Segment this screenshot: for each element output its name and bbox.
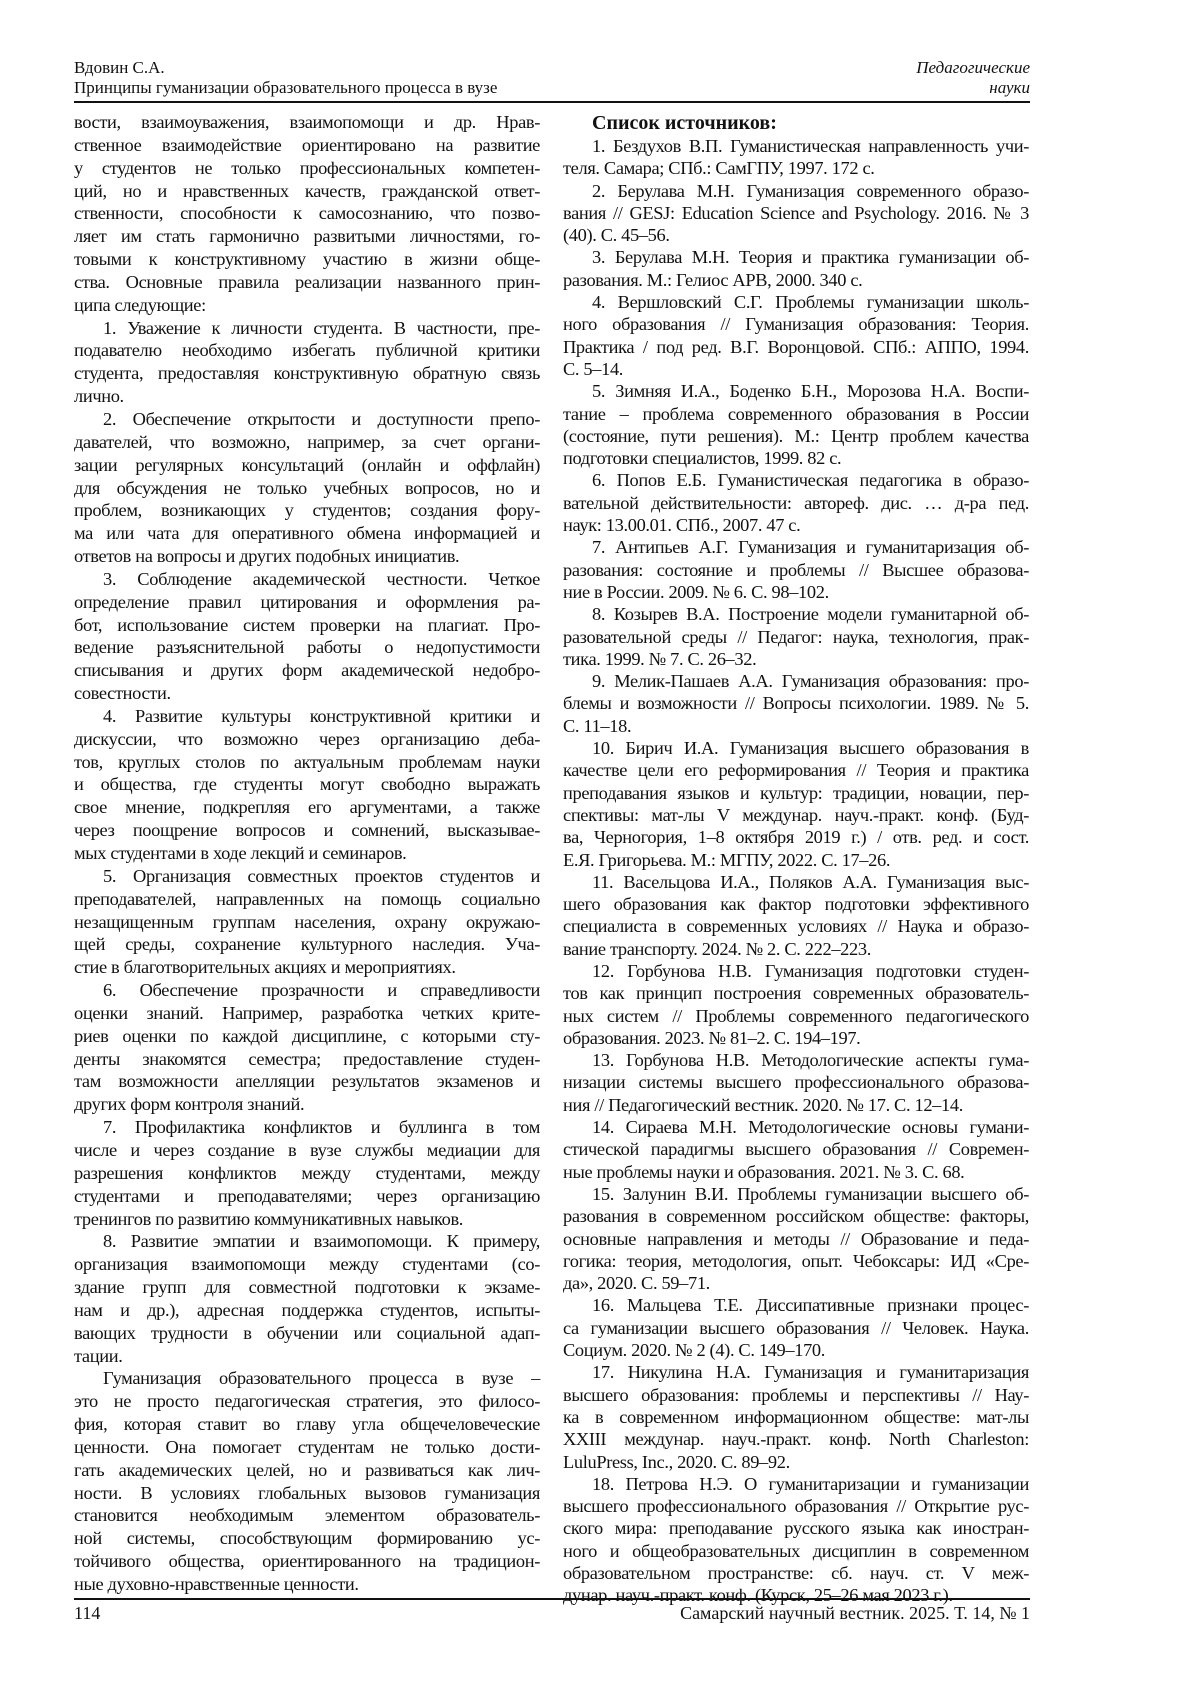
text-line: ценности. Она помогает студентам не только дости- xyxy=(74,1436,540,1459)
text-line: ности. В условиях глобальных вызовов гуманизация xyxy=(74,1482,540,1505)
text-line: наук: 13.00.01. СПб., 2007. 47 с. xyxy=(563,514,1029,536)
text-line: 1. Бездухов В.П. Гуманистическая направленность учи- xyxy=(563,135,1029,157)
text-line: вание транспорту. 2024. № 2. С. 222–223. xyxy=(563,938,1029,960)
text-line: 3. Берулава М.Н. Теория и практика гуманизации об- xyxy=(563,246,1029,268)
text-line: дискуссии, что возможно через организацию деба- xyxy=(74,728,540,751)
text-line: ственности, способности к самосознанию, что позво- xyxy=(74,202,540,225)
text-line: LuluPress, Inc., 2020. С. 89–92. xyxy=(563,1451,1029,1473)
text-line: студента, предоставляя конструктивную обратную связь xyxy=(74,362,540,385)
paragraph xyxy=(74,705,540,865)
text-line: 6. Обеспечение прозрачности и справедливости xyxy=(74,979,540,1002)
text-line: ные проблемы науки и образования. 2021. № 3. С. 68. xyxy=(563,1161,1029,1183)
text-line: это не просто педагогическая стратегия, это филосо- xyxy=(74,1390,540,1413)
text-line: ципа следующие: xyxy=(74,294,540,317)
text-line: 7. Антипьев А.Г. Гуманизация и гуманитаризация об- xyxy=(563,536,1029,558)
reference-item xyxy=(563,380,1029,469)
text-line: ния // Педагогический вестник. 2020. № 17. С. 12–14. xyxy=(563,1094,1029,1116)
reference-item xyxy=(563,246,1029,291)
text-line: Гуманизация образовательного процесса в вузе – xyxy=(74,1367,540,1390)
text-line: ной системы, способствующим формированию ус- xyxy=(74,1527,540,1550)
text-line: тойчивого общества, ориентированного на традицион- xyxy=(74,1550,540,1573)
text-line: ного образования // Гуманизация образования: Теория. xyxy=(563,313,1029,335)
reference-item xyxy=(563,670,1029,737)
text-line: риев оценки по каждой дисциплине, с которыми сту- xyxy=(74,1025,540,1048)
text-line: 2. Обеспечение открытости и доступности препо- xyxy=(74,408,540,431)
text-line: 4. Вершловский С.Г. Проблемы гуманизации школь- xyxy=(563,291,1029,313)
text-line: (состояние, пути решения). М.: Центр проблем качества xyxy=(563,425,1029,447)
header-left xyxy=(74,58,497,98)
paragraph xyxy=(74,568,540,705)
text-line: 15. Залунин В.И. Проблемы гуманизации высшего об- xyxy=(563,1183,1029,1205)
text-line: ответов на вопросы и других подобных инициатив. xyxy=(74,545,540,568)
text-line: ка в современном информационном обществе: мат-лы xyxy=(563,1406,1029,1428)
text-line: совестности. xyxy=(74,682,540,705)
text-line: Практика / под ред. В.Г. Воронцовой. СПб.: АППО, 1994. xyxy=(563,336,1029,358)
paragraph xyxy=(74,979,540,1116)
text-line: 2. Берулава М.Н. Гуманизация современного образо- xyxy=(563,180,1029,202)
text-line: блемы и возможности // Вопросы психологии. 1989. № 5. xyxy=(563,692,1029,714)
text-line: вости, взаимоуважения, взаимопомощи и др. Нрав- xyxy=(74,111,540,134)
text-line: подавателю необходимо избегать публичной критики xyxy=(74,339,540,362)
text-line: качестве цели его реформирования // Теория и практика xyxy=(563,759,1029,781)
text-line: ляет им стать гармонично развитыми личностями, го- xyxy=(74,225,540,248)
text-line: лично. xyxy=(74,385,540,408)
text-line: преподавания языков и культур: традиции, новации, пер- xyxy=(563,782,1029,804)
text-line: организация взаимопомощи между студентами (со- xyxy=(74,1253,540,1276)
text-line: (40). С. 45–56. xyxy=(563,224,1029,246)
text-line: дунар. науч.-практ. конф. (Курск, 25–26 мая 2023 г.). xyxy=(563,1584,1029,1606)
text-line: 5. Организация совместных проектов студентов и xyxy=(74,865,540,888)
reference-item xyxy=(563,1294,1029,1361)
text-line: ва, Черногория, 1–8 октября 2019 г.) / отв. ред. и сост. xyxy=(563,826,1029,848)
header-rule xyxy=(74,101,1030,103)
reference-item xyxy=(563,291,1029,380)
text-line: списывания и других форм академической недобро- xyxy=(74,659,540,682)
text-line: у студентов не только профессиональных компетен- xyxy=(74,157,540,180)
reference-item xyxy=(563,871,1029,960)
text-line: стической парадигмы высшего образования // Современ- xyxy=(563,1138,1029,1160)
text-line: здание групп для совместной подготовки к экзаме- xyxy=(74,1276,540,1299)
reference-item xyxy=(563,536,1029,603)
text-line: С. 11–18. xyxy=(563,715,1029,737)
reference-item xyxy=(563,737,1029,871)
text-line: 11. Васельцова И.А., Поляков А.А. Гуманизация выс- xyxy=(563,871,1029,893)
reference-item xyxy=(563,135,1029,180)
text-line: тов, круглых столов по актуальным проблемам науки xyxy=(74,751,540,774)
reference-item xyxy=(563,1473,1029,1607)
text-line: образовательном пространстве: сб. науч. ст. V меж- xyxy=(563,1562,1029,1584)
header-section xyxy=(916,58,1030,98)
reference-item xyxy=(563,1183,1029,1294)
text-line: гогика: теория, методология, опыт. Чебоксары: ИД «Сре- xyxy=(563,1250,1029,1272)
text-line: мых студентами в ходе лекций и семинаров. xyxy=(74,842,540,865)
text-line: фия, которая ставит во главу угла общечеловеческие xyxy=(74,1413,540,1436)
text-line: ского мира: преподавание русского языка как иностран- xyxy=(563,1517,1029,1539)
header-section-line2: науки xyxy=(916,78,1030,98)
text-line: ного и общеобразовательных дисциплин в современном xyxy=(563,1540,1029,1562)
text-line: тов как принцип построения современных образователь- xyxy=(563,982,1029,1004)
text-line: разования. М.: Гелиос АРВ, 2000. 340 с. xyxy=(563,269,1029,291)
text-line: незащищенным группам населения, охрану окружаю- xyxy=(74,911,540,934)
text-line: гать академических целей, но и развиваться как лич- xyxy=(74,1459,540,1482)
text-line: теля. Самара; СПб.: СамГПУ, 1997. 172 с. xyxy=(563,157,1029,179)
text-line: ных систем // Проблемы современного педагогического xyxy=(563,1005,1029,1027)
text-line: других форм контроля знаний. xyxy=(74,1093,540,1116)
text-line: 8. Козырев В.А. Построение модели гуманитарной об- xyxy=(563,603,1029,625)
text-line: денты знакомятся семестра; предоставление студен- xyxy=(74,1048,540,1071)
text-line: образования. 2023. № 81–2. С. 194–197. xyxy=(563,1027,1029,1049)
text-line: ные духовно-нравственные ценности. xyxy=(74,1573,540,1596)
footer-rule xyxy=(74,1598,1030,1600)
text-line: тание – проблема современного образования в России xyxy=(563,403,1029,425)
text-line: стие в благотворительных акциях и мероприятиях. xyxy=(74,956,540,979)
paragraph xyxy=(74,1230,540,1367)
journal-citation: Самарский научный вестник. 2025. Т. 14, № 1 xyxy=(680,1603,1030,1623)
text-line: 16. Мальцева Т.Е. Диссипативные признаки процес- xyxy=(563,1294,1029,1316)
text-line: проблем, возникающих у студентов; создания фору- xyxy=(74,499,540,522)
text-line: 18. Петрова Н.Э. О гуманитаризации и гуманизации xyxy=(563,1473,1029,1495)
text-line: бот, использование систем проверки на плагиат. Про- xyxy=(74,614,540,637)
text-line: 14. Сираева М.Н. Методологические основы гумани- xyxy=(563,1116,1029,1138)
text-line: вающих трудности в обучении или социальной адап- xyxy=(74,1322,540,1345)
text-line: там возможности апелляции результатов экзаменов и xyxy=(74,1070,540,1093)
text-line: давателей, что возможно, например, за счет органи- xyxy=(74,431,540,454)
text-line: свое мнение, подкрепляя его аргументами, а также xyxy=(74,796,540,819)
text-line: 1. Уважение к личности студента. В частности, пре- xyxy=(74,317,540,340)
paragraph xyxy=(74,1367,540,1595)
reference-item xyxy=(563,1049,1029,1116)
text-line: становится необходимым элементом образователь- xyxy=(74,1504,540,1527)
text-line: шего образования как фактор подготовки эффективного xyxy=(563,893,1029,915)
text-line: ций, но и нравственных качеств, гражданской ответ- xyxy=(74,180,540,203)
text-line: для обсуждения не только учебных вопросов, но и xyxy=(74,477,540,500)
body-text-column xyxy=(74,111,540,1596)
text-line: 13. Горбунова Н.В. Методологические аспекты гума- xyxy=(563,1049,1029,1071)
text-line: специалиста в современных условиях // Наука и образо- xyxy=(563,915,1029,937)
text-line: числе и через создание в вузе службы медиации для xyxy=(74,1139,540,1162)
text-line: са гуманизации высшего образования // Человек. Наука. xyxy=(563,1317,1029,1339)
text-line: и общества, где студенты могут свободно выражать xyxy=(74,773,540,796)
text-line: 8. Развитие эмпатии и взаимопомощи. К примеру, xyxy=(74,1230,540,1253)
reference-item xyxy=(563,960,1029,1049)
text-line: основные направления и методы // Образование и педа- xyxy=(563,1228,1029,1250)
text-line: ние в России. 2009. № 6. С. 98–102. xyxy=(563,581,1029,603)
text-line: ства. Основные правила реализации названного прин- xyxy=(74,271,540,294)
text-line: разрешения конфликтов между студентами, между xyxy=(74,1162,540,1185)
reference-item xyxy=(563,603,1029,670)
text-line: 3. Соблюдение академической честности. Четкое xyxy=(74,568,540,591)
paragraph xyxy=(74,1116,540,1230)
paragraph xyxy=(74,317,540,408)
text-line: Социум. 2020. № 2 (4). С. 149–170. xyxy=(563,1339,1029,1361)
text-line: определение правил цитирования и оформления ра- xyxy=(74,591,540,614)
text-line: разовательной среды // Педагог: наука, технология, прак- xyxy=(563,626,1029,648)
text-line: низации системы высшего профессионального образова- xyxy=(563,1071,1029,1093)
text-line: разования в современном российском обществе: факторы, xyxy=(563,1205,1029,1227)
text-line: 9. Мелик-Пашаев А.А. Гуманизация образования: про- xyxy=(563,670,1029,692)
text-line: зации регулярных консультаций (онлайн и оффлайн) xyxy=(74,454,540,477)
text-line: тренингов по развитию коммуникативных навыков. xyxy=(74,1208,540,1231)
header-article-title: Принципы гуманизации образовательного процесса в вузе xyxy=(74,78,497,98)
text-line: вания // GESJ: Education Science and Psychology. 2016. № 3 xyxy=(563,202,1029,224)
page-number: 114 xyxy=(74,1603,100,1623)
text-line: щей среды, сохранение культурного наследия. Уча- xyxy=(74,933,540,956)
text-line: преподавателей, направленных на помощь социально xyxy=(74,888,540,911)
text-line: высшего образования: проблемы и перспективы // Нау- xyxy=(563,1384,1029,1406)
text-line: 4. Развитие культуры конструктивной критики и xyxy=(74,705,540,728)
paragraph xyxy=(74,408,540,568)
text-line: ма или чата для оперативного обмена информацией и xyxy=(74,522,540,545)
text-line: через поощрение вопросов и сомнений, высказывае- xyxy=(74,819,540,842)
text-line: 10. Бирич И.А. Гуманизация высшего образования в xyxy=(563,737,1029,759)
paragraph xyxy=(74,865,540,979)
paragraph xyxy=(74,111,540,317)
text-line: 6. Попов Е.Б. Гуманистическая педагогика в образо- xyxy=(563,469,1029,491)
reference-item xyxy=(563,469,1029,536)
text-line: нам и др.), адресная поддержка студентов, испыты- xyxy=(74,1299,540,1322)
text-line: 12. Горбунова Н.В. Гуманизация подготовки студен- xyxy=(563,960,1029,982)
text-line: 17. Никулина Н.А. Гуманизация и гуманитаризация xyxy=(563,1361,1029,1383)
text-line: спективы: мат-лы V междунар. науч.-практ. конф. (Буд- xyxy=(563,804,1029,826)
header-section-line1: Педагогические xyxy=(916,58,1030,78)
reference-item xyxy=(563,180,1029,247)
text-line: вательной действительности: автореф. дис. … д-ра пед. xyxy=(563,492,1029,514)
text-line: ведение разъяснительной работы о недопустимости xyxy=(74,636,540,659)
text-line: Е.Я. Григорьева. М.: МГПУ, 2022. С. 17–26. xyxy=(563,849,1029,871)
references-column xyxy=(563,111,1029,1607)
text-line: подготовки специалистов, 1999. 82 с. xyxy=(563,447,1029,469)
text-line: высшего профессионального образования // Открытие рус- xyxy=(563,1495,1029,1517)
header-author: Вдовин С.А. xyxy=(74,58,497,78)
text-line: тика. 1999. № 7. С. 26–32. xyxy=(563,648,1029,670)
reference-item xyxy=(563,1116,1029,1183)
text-line: да», 2020. С. 59–71. xyxy=(563,1272,1029,1294)
text-line: ственное взаимодействие ориентировано на развитие xyxy=(74,134,540,157)
text-line: оценки знаний. Например, разработка четких крите- xyxy=(74,1002,540,1025)
text-line: С. 5–14. xyxy=(563,358,1029,380)
references-heading: Список источников: xyxy=(563,111,1029,135)
text-line: XXIII междунар. науч.-практ. конф. North Charleston: xyxy=(563,1428,1029,1450)
text-line: разования: состояние и проблемы // Высшее образова- xyxy=(563,559,1029,581)
reference-item xyxy=(563,1361,1029,1472)
text-line: студентами и преподавателями; через организацию xyxy=(74,1185,540,1208)
text-line: тации. xyxy=(74,1345,540,1368)
text-line: 5. Зимняя И.А., Боденко Б.Н., Морозова Н.А. Воспи- xyxy=(563,380,1029,402)
text-line: товыми к конструктивному участию в жизни обще- xyxy=(74,248,540,271)
text-line: 7. Профилактика конфликтов и буллинга в том xyxy=(74,1116,540,1139)
